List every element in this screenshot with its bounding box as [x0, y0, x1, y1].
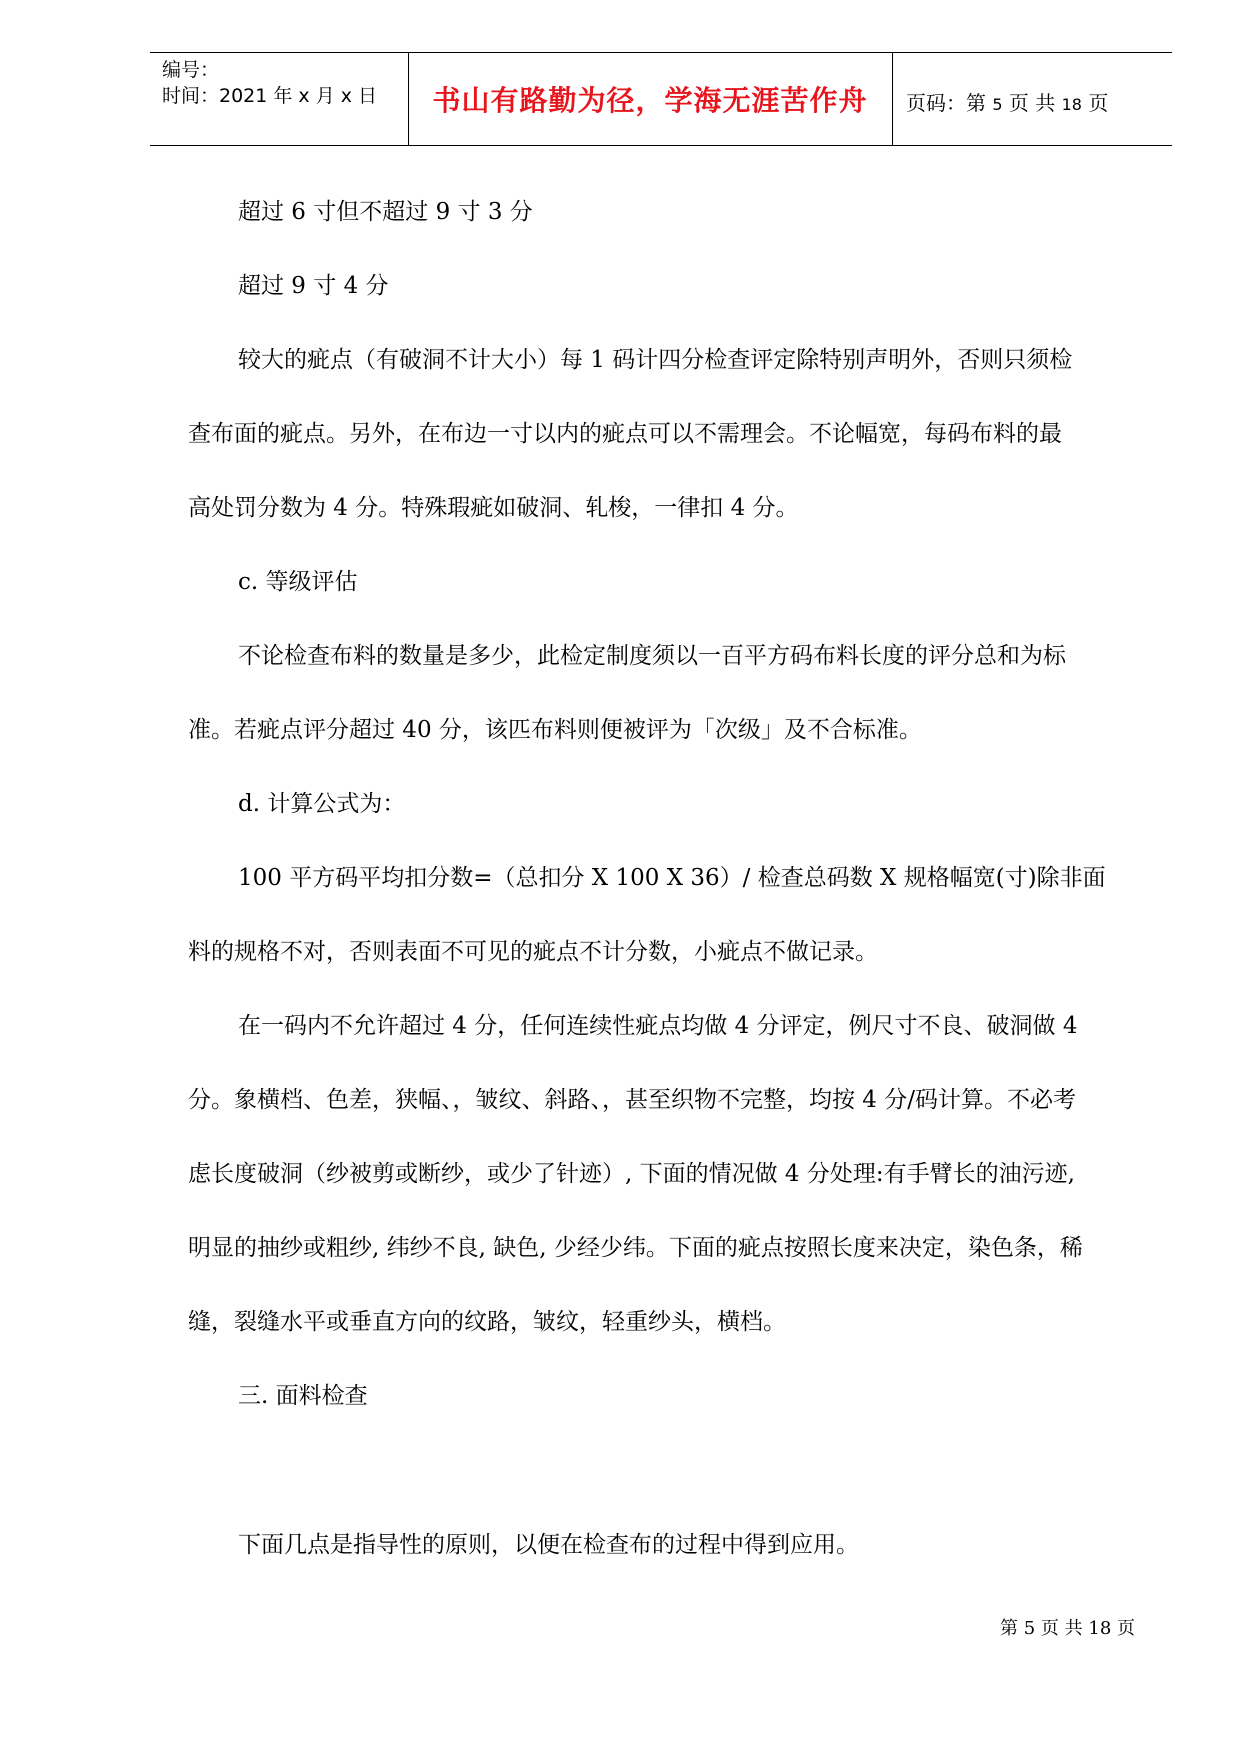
page-label: 页码：第	[906, 91, 986, 115]
header-page-number	[906, 87, 1108, 116]
section-heading: d. 计算公式为：	[238, 791, 406, 817]
paragraph-line: 准。若疵点评分超过 40 分，该匹布料则便被评为「次级」及不合标准。	[188, 717, 922, 743]
page-mid-label: 页 共	[1008, 91, 1056, 115]
paragraph-line: 超过 9 寸 4 分	[238, 273, 389, 299]
document-number-label: 编号：	[162, 59, 220, 81]
paragraph	[188, 249, 1148, 323]
paragraph	[188, 767, 1148, 841]
paragraph-line: 分。象横档、色差，狭幅、，皱纹、斜路、，甚至织物不完整，均按 4 分/码计算。不必考	[188, 1087, 1077, 1113]
page-header	[150, 52, 1172, 146]
paragraph-line: 料的规格不对，否则表面不可见的疵点不计分数，小疵点不做记录。	[188, 939, 878, 965]
paragraph-line: 缝，裂缝水平或垂直方向的纹路，皱纹，轻重纱头，横档。	[188, 1309, 786, 1335]
paragraph-line: 高处罚分数为 4 分。特殊瑕疵如破洞、轧梭，一律扣 4 分。	[188, 495, 799, 521]
header-left-cell	[150, 53, 409, 145]
header-page-cell	[892, 53, 1172, 145]
page-total: 18	[1061, 95, 1082, 114]
document-date: 时间：2021 年 x 月 x 日	[162, 85, 378, 107]
page-current: 5	[992, 95, 1003, 114]
paragraph-line: 不论检查布料的数量是多少，此检定制度须以一百平方码布料长度的评分总和为标	[238, 643, 1066, 669]
paragraph-line: 查布面的疵点。另外，在布边一寸以内的疵点可以不需理会。不论幅宽，每码布料的最	[188, 421, 1062, 447]
paragraph	[188, 619, 1148, 767]
paragraph	[188, 989, 1148, 1359]
paragraph	[188, 1508, 1148, 1582]
motto-text: 书山有路勤为径，学海无涯苦作舟	[432, 84, 868, 117]
page-footer: 第 5 页 共 18 页	[1000, 1618, 1135, 1639]
paragraph-line: 100 平方码平均扣分数=（总扣分 X 100 X 36）/ 检查总码数 X 规格幅宽(寸)除非面	[238, 865, 1106, 891]
paragraph	[188, 841, 1148, 989]
page-end-label: 页	[1088, 91, 1109, 115]
paragraph-line: 虑长度破洞（纱被剪或断纱，或少了针迹）, 下面的情况做 4 分处理:有手臂长的油污迹,	[188, 1161, 1075, 1187]
paragraph	[188, 1359, 1148, 1433]
paragraph-line: 明显的抽纱或粗纱, 纬纱不良, 缺色, 少经少纬。下面的疵点按照长度来决定，染色条，稀	[188, 1235, 1083, 1261]
paragraph-line: 下面几点是指导性的原则，以便在检查布的过程中得到应用。	[238, 1532, 859, 1558]
paragraph-line: 较大的疵点（有破洞不计大小）每 1 码计四分检查评定除特别声明外，否则只须检	[238, 347, 1073, 373]
paragraph-line: 在一码内不允许超过 4 分，任何连续性疵点均做 4 分评定，例尺寸不良、破洞做 4	[238, 1013, 1078, 1039]
paragraph-line: 超过 6 寸但不超过 9 寸 3 分	[238, 199, 533, 225]
header-motto-cell	[408, 53, 893, 145]
paragraph	[188, 175, 1148, 249]
paragraph	[188, 323, 1148, 545]
section-heading: c. 等级评估	[238, 569, 358, 595]
paragraph	[188, 545, 1148, 619]
section-heading: 三. 面料检查	[238, 1383, 368, 1409]
